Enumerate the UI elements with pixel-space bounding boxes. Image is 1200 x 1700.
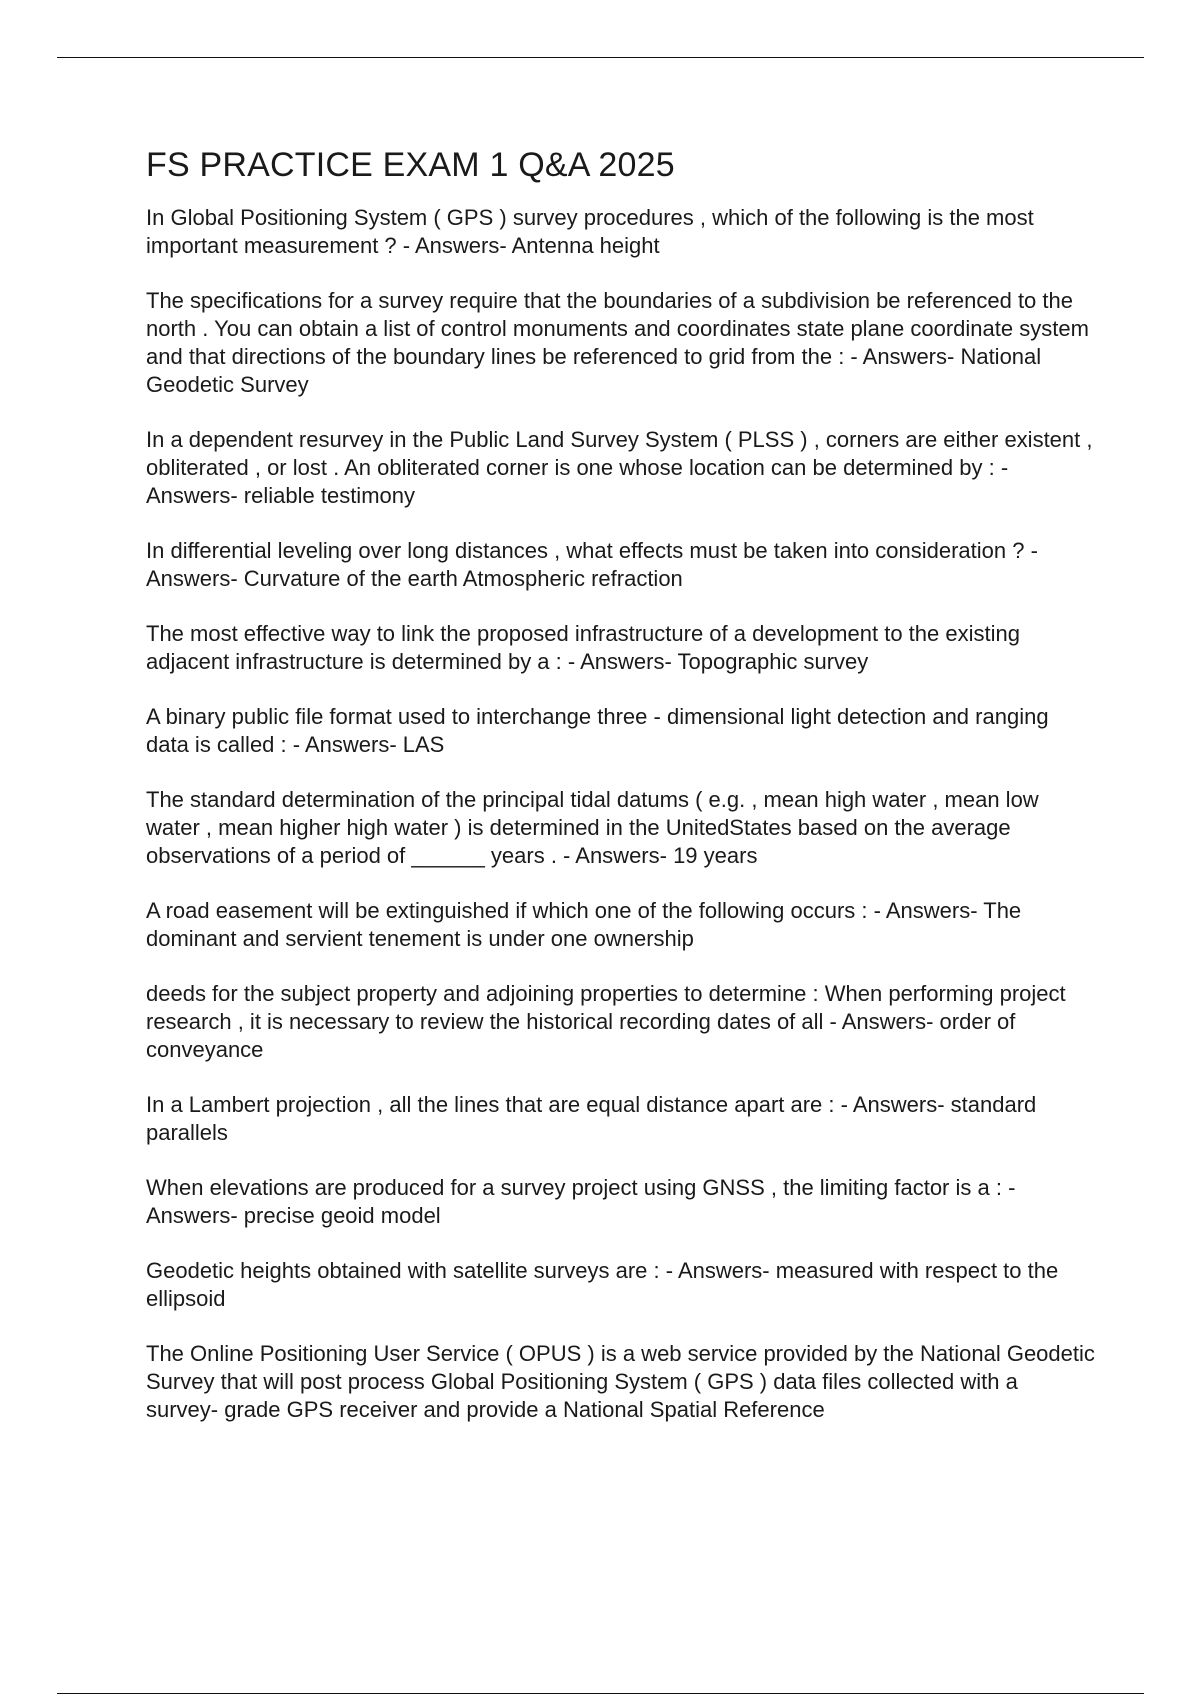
- qa-item-subdivision-boundaries: The specifications for a survey require that the boundaries of a subdivision be referenced to the north . You can obtain a list of control monuments and coordinates state plane coordinate system and that directions of the boundary lines be referenced to grid from the : - Answers- National Geodetic Survey: [146, 288, 1089, 397]
- qa-item-infrastructure-link: The most effective way to link the proposed infrastructure of a development to the existing adjacent infrastructure is determined by a : - Answers- Topographic survey: [146, 621, 1020, 674]
- qa-item-geodetic-heights: Geodetic heights obtained with satellite surveys are : - Answers- measured with respect to the ellipsoid: [146, 1258, 1059, 1311]
- qa-item-opus-service: The Online Positioning User Service ( OPUS ) is a web service provided by the National Geodetic Survey that will post process Global Positioning System ( GPS ) data files collected with a survey- grade GPS receiver and provide a National Spatial Reference: [146, 1341, 1095, 1422]
- page-title: FS PRACTICE EXAM 1 Q&A 2025: [146, 146, 675, 184]
- qa-item-tidal-datums: The standard determination of the principal tidal datums ( e.g. , mean high water , mean low water , mean higher high water ) is determined in the UnitedStates based on the average observations of a period of ______ years . - Answers- 19 years: [146, 787, 1039, 868]
- qa-item-obliterated-corner: In a dependent resurvey in the Public Land Survey System ( PLSS ) , corners are either existent , obliterated , or lost . An obliterated corner is one whose location can be determined by : - Answers- reliable testimony: [146, 427, 1093, 508]
- qa-item-road-easement: A road easement will be extinguished if which one of the following occurs : - Answers- The dominant and servient tenement is under one ownership: [146, 898, 1022, 951]
- qa-item-differential-leveling: In differential leveling over long distances , what effects must be taken into consideration ? - Answers- Curvature of the earth Atmospheric refraction: [146, 538, 1038, 591]
- qa-item-gps-measurement: In Global Positioning System ( GPS ) survey procedures , which of the following is the most important measurement ? - Answers- Antenna height: [146, 205, 1034, 258]
- qa-item-lidar-format: A binary public file format used to interchange three - dimensional light detection and ranging data is called : - Answers- LAS: [146, 704, 1049, 757]
- qa-item-project-research: deeds for the subject property and adjoining properties to determine : When performing project research , it is necessary to review the historical recording dates of all - Answers- order of conveyance: [146, 981, 1066, 1062]
- top-divider: [57, 57, 1144, 58]
- qa-item-lambert-projection: In a Lambert projection , all the lines that are equal distance apart are : - Answers- standard parallels: [146, 1092, 1037, 1145]
- document-body: [146, 144, 1096, 1451]
- bottom-divider: [57, 1693, 1144, 1694]
- qa-item-gnss-elevations: When elevations are produced for a survey project using GNSS , the limiting factor is a : - Answers- precise geoid model: [146, 1175, 1016, 1228]
